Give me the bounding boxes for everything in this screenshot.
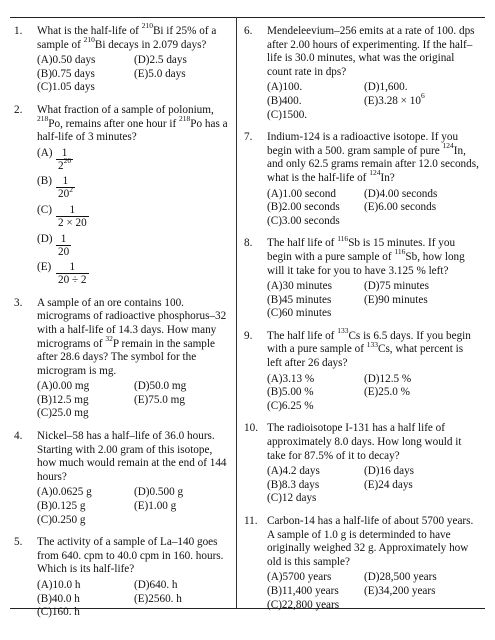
option-b[interactable]: (B) $\frac{1}{20^2}$ <box>37 175 73 201</box>
option-e[interactable]: (E)24 days <box>364 478 413 491</box>
left-column <box>14 21 230 620</box>
question-text: Mendeleevium–256 emits at a rate of 100. dps after 2.00 hours of experimenting. If the half–life is 30.0 minutes, what was the original count rate in dps? <box>267 25 475 78</box>
option-c[interactable]: (C)6.25 % <box>267 399 314 412</box>
option-e[interactable]: (E)2560. h <box>134 592 182 605</box>
question-number: 3. <box>14 296 23 309</box>
option-d[interactable]: (D)640. h <box>134 579 178 591</box>
option-b[interactable]: (B)400. <box>267 94 302 107</box>
question-text: The half life of $^{116}$Sb is 15 minutes. If you begin with a pure sample of $^{116}$Sb, how long will it take for you to have 3.125 % left? <box>267 233 465 277</box>
option-b[interactable]: (B)12.5 mg <box>37 393 89 406</box>
option-d[interactable]: (D)50.0 mg <box>134 380 187 393</box>
column-divider <box>236 17 237 608</box>
option-b[interactable]: (B)40.0 h <box>37 592 80 605</box>
question-number: 9. <box>244 329 253 342</box>
option-a[interactable]: (A)100. <box>267 81 303 94</box>
option-d[interactable]: (D) $\frac{1}{20}$ <box>37 232 70 258</box>
option-e[interactable]: (E)90 minutes <box>364 293 428 306</box>
question-8 <box>244 233 480 321</box>
answer-options <box>37 147 230 288</box>
option-d[interactable]: (D)4.00 seconds <box>364 187 438 200</box>
question-text: The radioisotope I-131 has a half life of approximately 8.0 days. How long would it take for 87.5% of it to decay? <box>267 422 462 462</box>
answer-options <box>267 465 480 506</box>
question-text: What is the half-life of $^{210}$Bi if 25% of a sample of $^{210}$Bi decays in 2.079 days? <box>37 21 217 51</box>
right-column <box>244 25 480 612</box>
option-b[interactable]: (B)0.75 days <box>37 67 95 80</box>
top-rule <box>10 17 485 18</box>
option-a[interactable]: (A)5700 years <box>267 571 332 584</box>
option-c[interactable]: (C)0.250 g <box>37 513 86 526</box>
question-11 <box>244 515 480 612</box>
question-number: 8. <box>244 237 253 250</box>
question-number: 2. <box>14 103 23 116</box>
option-e[interactable]: (E) $\frac{1}{20 \div 2}$ <box>37 261 87 287</box>
option-a[interactable]: (A)0.0625 g <box>37 486 92 499</box>
question-number: 4. <box>14 430 23 443</box>
question-9 <box>244 326 480 414</box>
answer-options <box>267 280 480 321</box>
question-5 <box>14 536 230 620</box>
question-text: Carbon-14 has a half-life of about 5700 years. A sample of 1.0 g is determinded to have originally weighed 32 g. Approximately how old is this sample? <box>267 515 474 568</box>
answer-options <box>267 571 480 612</box>
question-number: 11. <box>244 515 258 527</box>
option-d[interactable]: (D)28,500 years <box>364 571 437 584</box>
question-number: 7. <box>244 131 253 144</box>
option-d[interactable]: (D)75 minutes <box>364 280 429 293</box>
answer-options <box>267 373 480 414</box>
option-a[interactable]: (A) $\frac{1}{2^{20}}$ <box>37 146 72 172</box>
question-6 <box>244 25 480 122</box>
option-d[interactable]: (D)1,600. <box>364 81 408 94</box>
option-a[interactable]: (A)0.50 days <box>37 54 96 67</box>
answer-options <box>37 54 230 95</box>
question-number: 5. <box>14 536 23 549</box>
question-text: Nickel–58 has a half–life of 36.0 hours. Starting with 2.00 gram of this isotope, how much would remain at the end of 144 hours? <box>37 430 227 483</box>
option-a[interactable]: (A)4.2 days <box>267 465 320 478</box>
option-e[interactable]: (E)75.0 mg <box>134 393 185 406</box>
option-b[interactable]: (B)45 minutes <box>267 293 332 306</box>
option-c[interactable]: (C)25.0 mg <box>37 407 89 420</box>
option-c[interactable]: (C)22,800 years <box>267 598 340 611</box>
answer-options <box>37 486 230 527</box>
question-4 <box>14 430 230 527</box>
option-c[interactable]: (C) $\frac{1}{2 \times 20}$ <box>37 203 87 229</box>
question-text: A sample of an ore contains 100. micrograms of radioactive phosphorus–32 with a half-life of 14.3 days. How many micrograms of $^{32}$P remain in the sample after 28.6 days? The symbol for the microgram is mg. <box>37 296 227 377</box>
option-c[interactable]: (C)1.05 days <box>37 81 95 94</box>
option-e[interactable]: (E)25.0 % <box>364 386 410 399</box>
option-a[interactable]: (A)1.00 second <box>267 187 336 200</box>
question-number: 6. <box>244 25 253 37</box>
option-b[interactable]: (B)2.00 seconds <box>267 201 340 214</box>
option-e[interactable]: (E)6.00 seconds <box>364 201 437 214</box>
option-a[interactable]: (A)3.13 % <box>267 372 315 385</box>
option-e[interactable]: $(E)3.28 \times 10^6$ <box>364 91 425 107</box>
question-2 <box>14 104 230 288</box>
option-c[interactable]: (C)12 days <box>267 492 317 505</box>
question-1 <box>14 21 230 95</box>
option-b[interactable]: (B)0.125 g <box>37 500 86 513</box>
option-a[interactable]: (A)30 minutes <box>267 280 332 293</box>
option-a[interactable]: (A)0.00 mg <box>37 380 90 393</box>
option-c[interactable]: (C)3.00 seconds <box>267 214 340 227</box>
option-e[interactable]: (E)1.00 g <box>134 500 177 513</box>
answer-options <box>267 81 480 122</box>
question-number: 10. <box>244 422 258 435</box>
option-d[interactable]: (D)0.500 g <box>134 486 184 499</box>
option-b[interactable]: (B)8.3 days <box>267 478 320 491</box>
option-d[interactable]: (D)12.5 % <box>364 372 412 385</box>
answer-options <box>37 380 230 421</box>
option-c[interactable]: (C)1500. <box>267 108 308 121</box>
answer-options <box>267 188 480 229</box>
option-c[interactable]: (C)60 minutes <box>267 307 332 320</box>
question-7 <box>244 131 480 228</box>
option-d[interactable]: (D)2.5 days <box>134 54 187 67</box>
option-e[interactable]: (E)34,200 years <box>364 584 436 597</box>
question-text: The half life of $^{133}$Cs is 6.5 days. If you begin with a pure sample of $^{133}$Cs, what percent is left after 26 days? <box>267 326 471 370</box>
option-c[interactable]: (C)160. h <box>37 606 80 619</box>
option-d[interactable]: (D)16 days <box>364 465 415 478</box>
question-text: What fraction of a sample of polonium, $^{218}$Po, remains after one hour if $^{218}$Po has a half-life of 3 minutes? <box>37 103 228 144</box>
option-b[interactable]: (B)11,400 years <box>267 584 339 597</box>
question-text: The activity of a sample of La–140 goes from 640. cpm to 40.0 cpm in 160. hours. Which is its half-life? <box>37 536 224 576</box>
option-b[interactable]: (B)5.00 % <box>267 386 314 399</box>
question-3 <box>14 297 230 421</box>
option-a[interactable]: (A)10.0 h <box>37 579 81 591</box>
question-text: Indium-124 is a radioactive isotope. If you begin with a 500. gram sample of pure $^{124}$In, and only 62.5 grams remain after 12.0 seconds, what is the half-life of $^{124}$In? <box>267 131 479 184</box>
answer-options <box>37 579 230 620</box>
question-10 <box>244 422 480 506</box>
question-number: 1. <box>14 25 23 37</box>
option-e[interactable]: (E)5.0 days <box>134 67 186 80</box>
